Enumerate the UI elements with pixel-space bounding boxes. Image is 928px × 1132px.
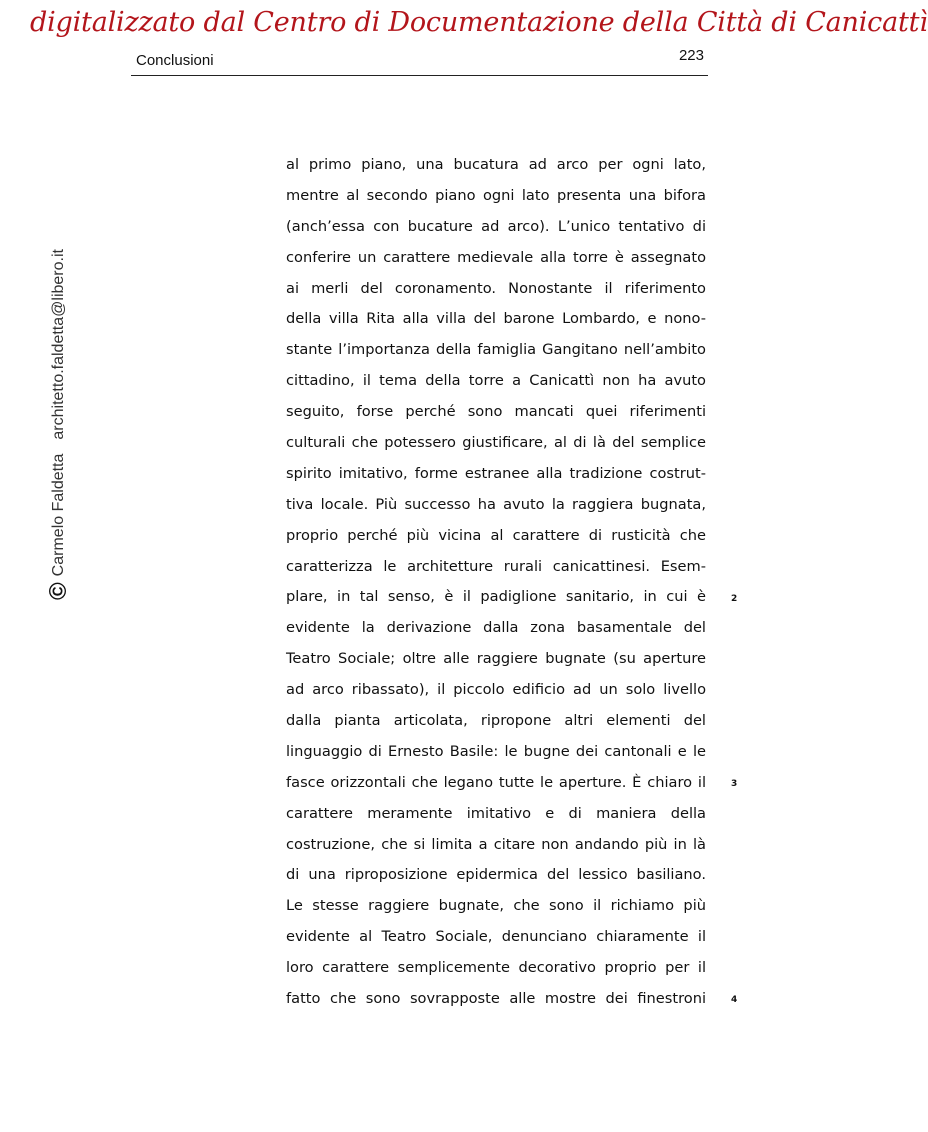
header-rule bbox=[131, 75, 708, 76]
author-email: architetto.faldetta@libero.it bbox=[50, 249, 67, 440]
text-line: linguaggio di Ernesto Basile: le bugne dei cantonali e le bbox=[286, 742, 706, 760]
text-line: seguito, forse perché sono mancati quei riferimenti bbox=[286, 403, 706, 421]
text-line: ad arco ribassato), il piccolo edificio ad un solo livello bbox=[286, 681, 706, 699]
text-line: Teatro Sociale; oltre alle raggiere bugnate (su aperture bbox=[286, 650, 706, 668]
text-line: (anch’essa con bucature ad arco). L’unico tentativo di bbox=[286, 217, 706, 235]
copyright-icon: © bbox=[45, 582, 72, 600]
footnote-marker: 2 bbox=[731, 594, 738, 604]
text-line: proprio perché più vicina al carattere di rusticità che bbox=[286, 526, 706, 544]
text-line: evidente al Teatro Sociale, denunciano chiaramente il bbox=[286, 928, 706, 946]
text-line: conferire un carattere medievale alla torre è assegnato bbox=[286, 248, 706, 266]
text-line: carattere meramente imitativo e di maniera della bbox=[286, 804, 706, 822]
page-number: 223 bbox=[678, 47, 704, 64]
text-line: caratterizza le architetture rurali canicattinesi. Esem- bbox=[286, 557, 706, 575]
text-line: loro carattere semplicemente decorativo proprio per il bbox=[286, 959, 706, 977]
text-line: costruzione, che si limita a citare non andando più in là bbox=[286, 835, 706, 853]
text-line: al primo piano, una bucatura ad arco per ogni lato, bbox=[286, 156, 706, 173]
text-line: cittadino, il tema della torre a Canicattì non ha avuto bbox=[286, 372, 706, 390]
text-line: stante l’importanza della famiglia Gangitano nell’ambito bbox=[286, 341, 706, 359]
author-name: Carmelo Faldetta bbox=[50, 453, 67, 577]
footnote-marker: 4 bbox=[731, 995, 738, 1005]
running-header-section: Conclusioni bbox=[136, 52, 214, 69]
text-line: della villa Rita alla villa del barone Lombardo, e nono- bbox=[286, 310, 706, 328]
text-line: tiva locale. Più successo ha avuto la raggiera bugnata, bbox=[286, 495, 706, 513]
copyright-side-credit bbox=[44, 240, 74, 600]
text-line: culturali che potessero giustificare, al di là del semplice bbox=[286, 434, 706, 452]
text-line: Le stesse raggiere bugnate, che sono il richiamo più bbox=[286, 897, 706, 915]
digitization-banner: digitalizzato dal Centro di Documentazione della Città di Canicattì bbox=[30, 7, 928, 38]
body-text bbox=[286, 150, 706, 1015]
text-line: dalla pianta articolata, ripropone altri elementi del bbox=[286, 712, 706, 730]
text-line: mentre al secondo piano ogni lato presenta una bifora bbox=[286, 186, 706, 204]
footnote-marker: 3 bbox=[731, 779, 738, 789]
text-line: fasce orizzontali che legano tutte le aperture. È chiaro il bbox=[286, 773, 706, 791]
text-line: evidente la derivazione dalla zona basamentale del bbox=[286, 619, 706, 637]
text-line: fatto che sono sovrapposte alle mostre dei finestroni bbox=[286, 990, 706, 1008]
text-line: spirito imitativo, forme estranee alla tradizione costrut- bbox=[286, 464, 706, 482]
text-line: plare, in tal senso, è il padiglione sanitario, in cui è bbox=[286, 588, 706, 606]
text-line: ai merli del coronamento. Nonostante il riferimento bbox=[286, 279, 706, 297]
text-line: di una riproposizione epidermica del lessico basiliano. bbox=[286, 866, 706, 884]
